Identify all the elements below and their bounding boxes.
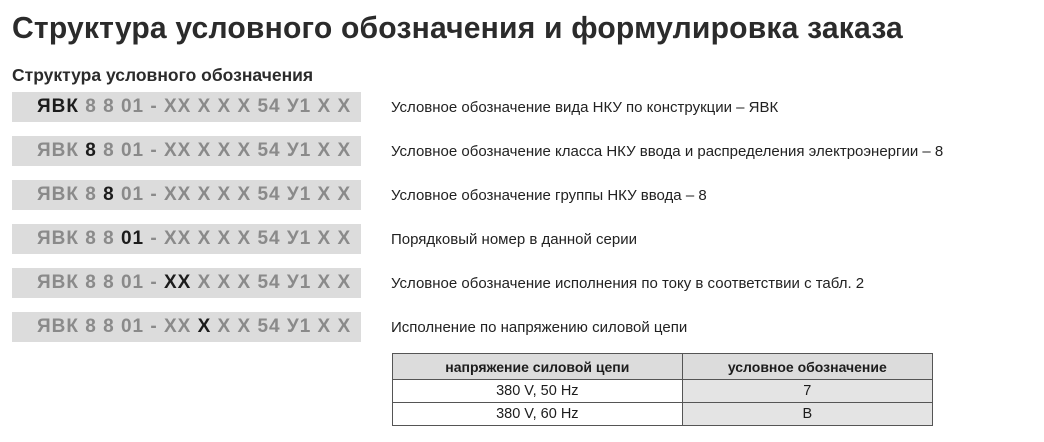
voltage-cell: 380 V, 60 Hz — [393, 403, 683, 426]
section-subtitle: Структура условного обозначения — [12, 65, 314, 85]
designation-code — [12, 136, 361, 166]
designation-structure — [12, 92, 1032, 356]
designation-description: Условное обозначение группы НКУ ввода – 8 — [391, 186, 707, 204]
structure-row — [12, 92, 1032, 136]
structure-row — [12, 224, 1032, 268]
designation-code — [12, 268, 361, 298]
code-part: ЯВК 8 — [37, 184, 104, 205]
structure-row — [12, 312, 1032, 356]
designation-code — [12, 180, 361, 210]
designation-description: Порядковый номер в данной серии — [391, 230, 637, 248]
code-part: - XX X X X 54 У1 X X — [144, 228, 352, 249]
code-part: 01 - XX X X X 54 У1 X X — [114, 184, 352, 205]
code-part: 8 8 01 - XX X X X 54 У1 X X — [78, 96, 352, 117]
code-part: 8 01 - XX X X X 54 У1 X X — [96, 140, 352, 161]
designation-code — [12, 224, 361, 254]
column-header-voltage: напряжение силовой цепи — [393, 354, 683, 380]
page-title: Структура условного обозначения и формулировка заказа — [12, 10, 903, 45]
code-part: ЯВК 8 8 01 - — [37, 272, 164, 293]
code-cell: B — [682, 403, 932, 426]
code-part: X X X 54 У1 X X — [191, 272, 352, 293]
structure-row — [12, 136, 1032, 180]
designation-description: Условное обозначение вида НКУ по конструкции – ЯВК — [391, 98, 779, 116]
code-part: ЯВК 8 8 — [37, 228, 121, 249]
code-part: X X 54 У1 X X — [211, 316, 352, 337]
structure-row — [12, 180, 1032, 224]
table-row — [393, 403, 933, 426]
column-header-code: условное обозначение — [682, 354, 932, 380]
code-part-highlighted: X — [197, 316, 212, 337]
code-part: ЯВК 8 8 01 - XX — [37, 316, 198, 337]
code-part-highlighted: ЯВК — [37, 96, 79, 117]
designation-description: Условное обозначение исполнения по току в соответствии с табл. 2 — [391, 274, 865, 292]
designation-code — [12, 92, 361, 122]
code-part-highlighted: 8 — [103, 184, 115, 205]
code-part-highlighted: 8 — [85, 140, 97, 161]
code-part: ЯВК — [37, 140, 86, 161]
voltage-table — [392, 353, 933, 426]
designation-description: Условное обозначение класса НКУ ввода и распределения электроэнергии – 8 — [391, 142, 944, 160]
table-row — [393, 380, 933, 403]
table-header-row — [393, 354, 933, 380]
code-cell: 7 — [682, 380, 932, 403]
code-part-highlighted: XX — [163, 272, 192, 293]
designation-description: Исполнение по напряжению силовой цепи — [391, 318, 688, 336]
voltage-cell: 380 V, 50 Hz — [393, 380, 683, 403]
designation-code — [12, 312, 361, 342]
structure-row — [12, 268, 1032, 312]
code-part-highlighted: 01 — [120, 228, 145, 249]
